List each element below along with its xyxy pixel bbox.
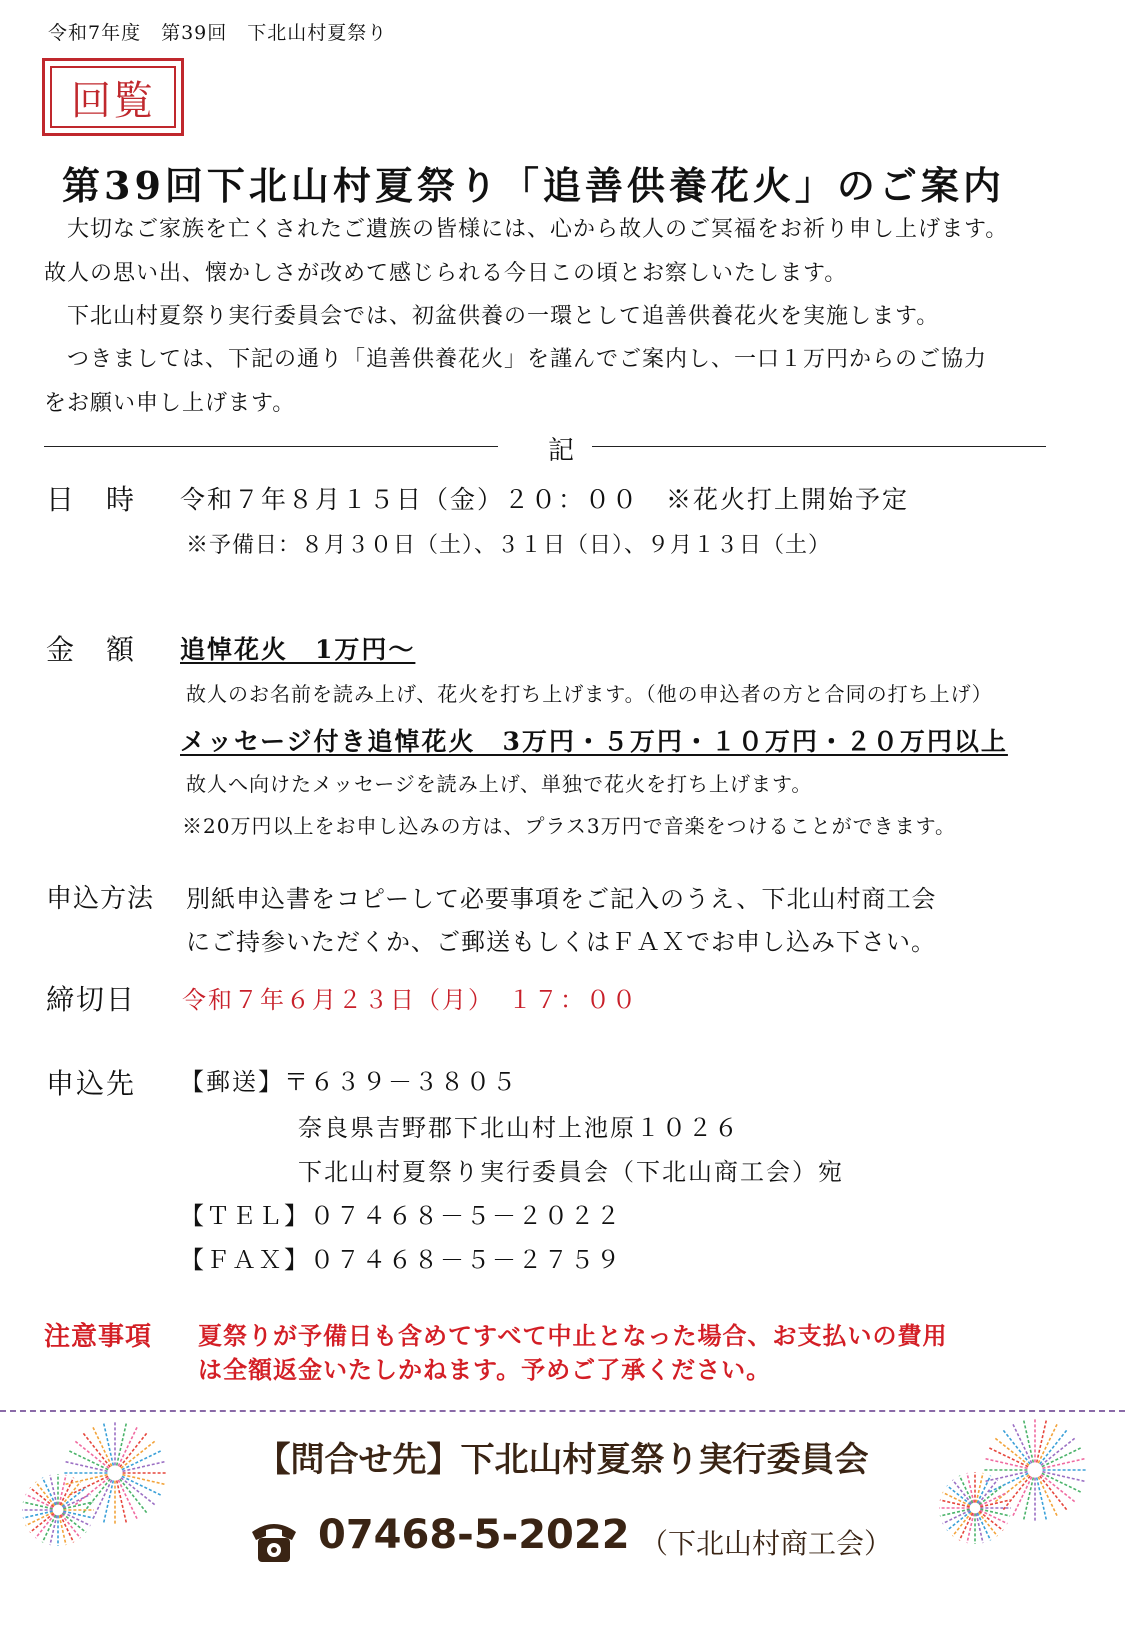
method-line-2: にご持参いただくか、ご郵送もしくはＦＡＸでお申し込み下さい。	[186, 928, 936, 956]
firework-ray	[959, 1513, 972, 1541]
reserve-days: ※予備日：８月３０日（土）、３１日（日）、９月１３日（土）	[186, 533, 832, 558]
intro-line-2: 故人の思い出、懐かしさが改めて感じられる今日この頃とお察しいたします。	[44, 261, 848, 286]
option-message-fireworks: メッセージ付き追悼花火 3万円・５万円・１０万円・２０万円以上	[180, 727, 1008, 756]
method-line-1: 別紙申込書をコピーして必要事項をご記入のうえ、下北山村商工会	[186, 885, 937, 913]
datetime-label: 日 時	[46, 483, 137, 516]
firework-ray	[953, 1480, 972, 1504]
firework-ray	[118, 1480, 137, 1519]
postal-code: 【郵送】〒６３９－３８０５	[180, 1068, 518, 1096]
music-note: ※20万円以上をお申し込みの方は、プラス3万円で音楽をつけることができます。	[182, 814, 956, 838]
intro-line-5: をお願い申し上げます。	[44, 391, 296, 416]
intro-line-1: 大切なご家族を亡くされたご遺族の皆様には、心から故人のご冥福をお祈り申し上げます。	[44, 217, 1009, 242]
stamp-label: 回覧	[50, 66, 176, 128]
firework-ray	[61, 1482, 80, 1506]
firework-ray	[120, 1479, 147, 1513]
option-message-desc: 故人へ向けたメッセージを読み上げ、単独で花火を打ち上げます。	[186, 772, 813, 796]
firework-ray	[943, 1510, 971, 1523]
firework-ray	[979, 1486, 1003, 1505]
firework-ray	[62, 1488, 86, 1507]
firework-ray	[42, 1478, 55, 1506]
page-title: 第39回下北山村夏祭り「追善供養花火」のご案内	[62, 163, 1005, 208]
footer-divider	[0, 1410, 1125, 1412]
firework-ray	[979, 1511, 1003, 1530]
phone-icon	[248, 1518, 300, 1564]
recipient: 下北山村夏祭り実行委員会（下北山商工会）宛	[298, 1158, 844, 1186]
firework-ray	[1013, 1477, 1032, 1516]
firework-ray	[980, 1492, 1008, 1505]
caution-line-1: 夏祭りが予備日も含めてすべて中止となった場合、お支払いの費用	[198, 1321, 948, 1350]
firework-ray	[1040, 1476, 1067, 1510]
firework-ray	[26, 1494, 54, 1507]
ki-divider-right	[592, 446, 1046, 447]
ki-heading: 記	[548, 436, 575, 466]
firework-ray	[36, 1482, 55, 1506]
firework-ray	[61, 1514, 80, 1538]
method-label: 申込方法	[46, 884, 155, 914]
firework-ray	[60, 1478, 73, 1506]
firework-ray	[980, 1510, 1008, 1523]
destination-label: 申込先	[46, 1067, 137, 1100]
firework-ray	[943, 1492, 971, 1505]
firework-ray	[36, 1514, 55, 1538]
ki-divider-left	[44, 446, 498, 447]
firework-ray	[63, 1494, 91, 1507]
firework-ray	[947, 1486, 971, 1505]
tel-number: 【ＴＥＬ】０７４６８－５－２０２２	[180, 1202, 622, 1230]
deadline-label: 締切日	[46, 983, 137, 1016]
option-memorial-fireworks: 追悼花火 1万円～	[180, 635, 416, 664]
firework-ray	[977, 1513, 990, 1541]
fax-number: 【ＦＡＸ】０７４６８－５－２７５９	[180, 1246, 622, 1274]
option-memorial-desc: 故人のお名前を読み上げ、花火を打ち上げます。（他の申込者の方と合同の打ち上げ）	[186, 682, 993, 706]
header-line: 令和7年度 第39回 下北山村夏祭り	[48, 22, 388, 44]
contact-phone-note: （下北山村商工会）	[640, 1527, 893, 1560]
firework-icon	[18, 1470, 98, 1550]
caution-line-2: は全額返金いたしかねます。予めご了承ください。	[198, 1355, 772, 1384]
contact-title: 【問合せ先】下北山村夏祭り実行委員会	[256, 1440, 869, 1480]
firework-ray	[121, 1478, 155, 1505]
firework-ray	[30, 1488, 54, 1507]
amount-label: 金 額	[46, 633, 137, 666]
datetime-value: 令和７年８月１５日（金）２０：００ ※花火打上開始予定	[180, 485, 910, 514]
caution-label: 注意事項	[44, 1322, 153, 1352]
firework-ray	[978, 1480, 997, 1504]
firework-ray	[978, 1512, 997, 1536]
firework-ray	[42, 1515, 55, 1543]
circulation-stamp	[42, 58, 184, 136]
firework-ray	[947, 1511, 971, 1530]
firework-ray	[60, 1515, 73, 1543]
firework-ray	[30, 1513, 54, 1532]
intro-line-4: つきましては、下記の通り「追善供養花火」を謹んでご案内し、一口１万円からのご協力	[44, 347, 988, 372]
firework-ray	[953, 1512, 972, 1536]
contact-phone: 07468-5-2022	[318, 1512, 630, 1558]
firework-ray	[26, 1512, 54, 1525]
firework-ray	[63, 1512, 91, 1525]
address: 奈良県吉野郡下北山村上池原１０２６	[298, 1114, 740, 1142]
intro-line-3: 下北山村夏祭り実行委員会では、初盆供養の一環として追善供養花火を実施します。	[44, 304, 940, 329]
firework-ray	[62, 1513, 86, 1532]
deadline-value: 令和７年６月２３日（月） １７：００	[182, 986, 638, 1014]
firework-ray	[1038, 1477, 1057, 1516]
